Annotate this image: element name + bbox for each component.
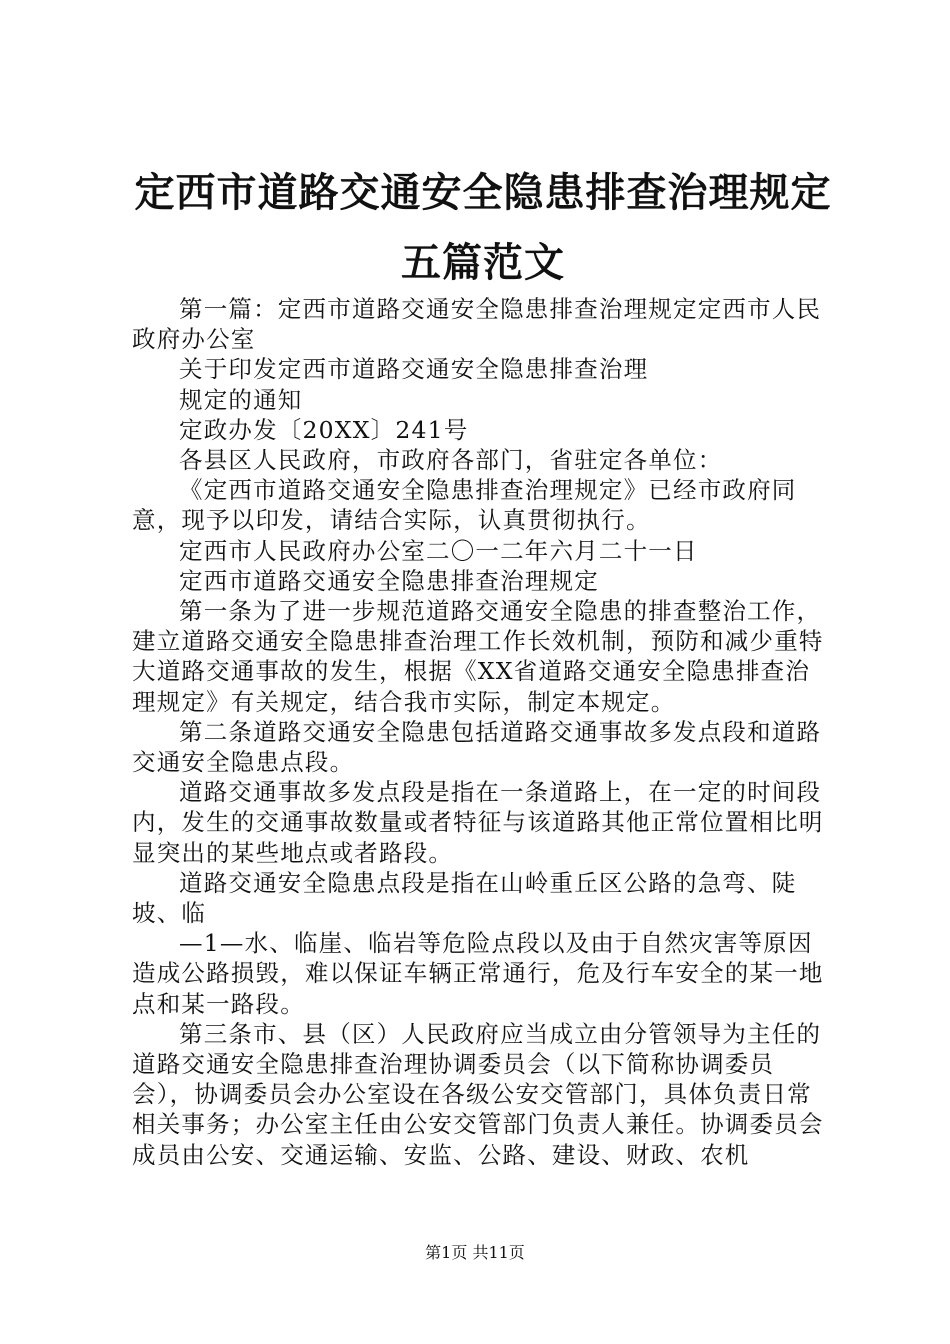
paragraph-accident-sections: 道路交通事故多发点段是指在一条道路上，在一定的时间段内，发生的交通事故数量或者特征与该道路其他正常位置相比明显突出的某些地点或者路段。 <box>132 778 824 867</box>
paragraph-notice-title-line2: 规定的通知 <box>179 385 303 414</box>
paragraph-regulation-title: 定西市道路交通安全隐患排查治理规定 <box>179 566 599 595</box>
paragraph-chapter-heading: 第一篇：定西市道路交通安全隐患排查治理规定定西市人民政府办公室 <box>132 295 822 354</box>
paragraph-hazard-sections-continued: —1—水、临崖、临岩等危险点段以及由于自然灾害等原因造成公路损毁，难以保证车辆正常通行，危及行车安全的某一地点和某一路段。 <box>132 929 824 1018</box>
document-body <box>132 294 832 1170</box>
paragraph-notice-body: 《定西市道路交通安全隐患排查治理规定》已经市政府同意，现予以印发，请结合实际，认真贯彻执行。 <box>132 476 797 535</box>
paragraph-notice-title-line1: 关于印发定西市道路交通安全隐患排查治理 <box>179 355 649 384</box>
paragraph-recipients: 各县区人民政府，市政府各部门，省驻定各单位： <box>179 446 723 475</box>
paragraph-article-2: 第二条道路交通安全隐患包括道路交通事故多发点段和道路交通安全隐患点段。 <box>132 717 822 777</box>
page-footer: 第1页 共11页 <box>425 1243 525 1262</box>
paragraph-issuer-date: 定西市人民政府办公室二〇一二年六月二十一日 <box>179 536 698 565</box>
paragraph-article-1: 第一条为了进一步规范道路交通安全隐患的排查整治工作，建立道路交通安全隐患排查治理工作长效机制，预防和减少重特大道路交通事故的发生，根据《XX省道路交通安全隐患排查治理规定》有关规定，结合我市实际，制定本规定。 <box>132 597 824 716</box>
paragraph-hazard-sections: 道路交通安全隐患点段是指在山岭重丘区公路的急弯、陡坡、临 <box>132 868 797 928</box>
paragraph-document-number: 定政办发〔20XX〕241号 <box>179 415 469 444</box>
paragraph-article-3: 第三条市、县（区）人民政府应当成立由分管领导为主任的道路交通安全隐患排查治理协调委员会（以下简称协调委员会），协调委员会办公室设在各级公安交管部门，具体负责日常相关事务；办公室主任由公安交管部门负责人兼任。协调委员会成员由公安、交通运输、安监、公路、建设、财政、农机 <box>132 1019 824 1169</box>
document-title: 定西市道路交通安全隐患排查治理规定五篇范文 <box>134 169 832 286</box>
